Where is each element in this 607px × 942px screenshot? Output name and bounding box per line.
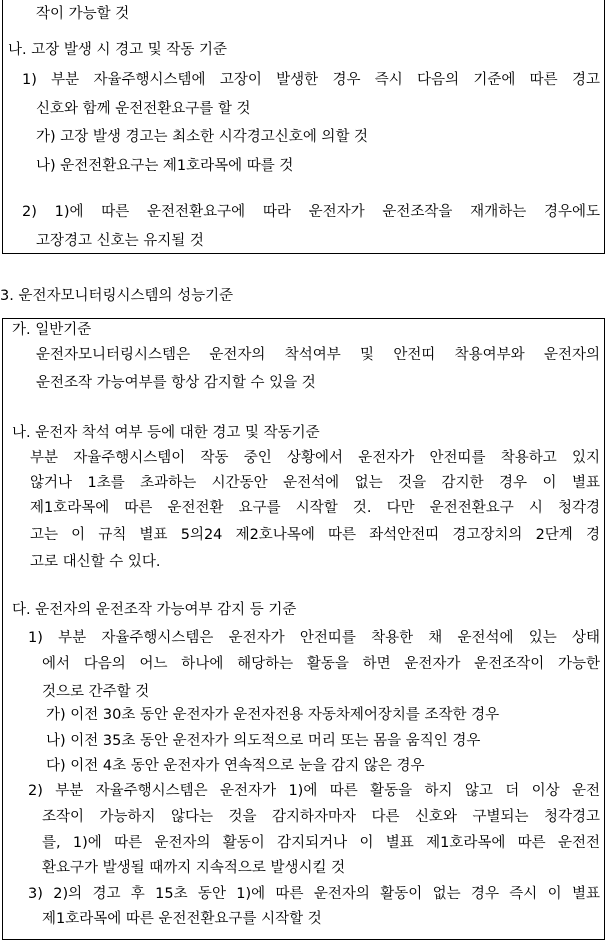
fault-item2-line2: 고장경고 신호는 유지될 것 <box>36 233 204 249</box>
detection-item3-line2: 제1호라목에 따른 운전전환요구를 시작할 것 <box>42 911 322 927</box>
general-heading: 가. 일반기준 <box>12 322 92 338</box>
seating-line2: 않거나 1초를 초과하는 시간동안 운전석에 없는 것을 감지한 경우 이 별표 <box>30 475 600 491</box>
detection-item1-sub-na: 나) 이전 35초 동안 운전자가 의도적으로 머리 또는 몸을 움직인 경우 <box>46 733 481 749</box>
detection-item1-line1: 1) 부분 자율주행시스템은 운전자가 안전띠를 착용한 채 운전석에 있는 상태 <box>28 630 600 646</box>
detection-item1-sub-da: 다) 이전 4초 동안 운전자가 연속적으로 눈을 감지 않은 경우 <box>46 758 425 774</box>
fault-item1-line2: 신호와 함께 운전전환요구를 할 것 <box>36 101 251 117</box>
seating-line4: 고는 이 규칙 별표 5의24 제2호나목에 따른 좌석안전띠 경고장치의 2단계 경 <box>30 527 600 543</box>
detection-item2-line1: 2) 부분 자율주행시스템은 운전자가 1)에 따른 활동을 하지 않고 더 이상 운전 <box>28 783 600 799</box>
fault-item1-line1: 1) 부분 자율주행시스템에 고장이 발생한 경우 즉시 다음의 기준에 따른 경고 <box>22 72 600 88</box>
detection-item1-line3: 것으로 간주할 것 <box>42 684 150 700</box>
general-line2: 운전조작 가능여부를 항상 감지할 수 있을 것 <box>36 375 316 391</box>
continued-text: 작이 가능할 것 <box>36 6 130 22</box>
detection-item2-line4: 환요구가 발생될 때까지 지속적으로 발생시킬 것 <box>42 860 346 876</box>
fault-warning-heading: 나. 고장 발생 시 경고 및 작동 기준 <box>8 42 227 58</box>
detection-item1-line2: 에서 다음의 어느 하나에 해당하는 활동을 하면 운전자가 운전조작이 가능한 <box>42 656 600 672</box>
detection-item2-line2: 조작이 가능하지 않다는 것을 감지하자마자 다른 신호와 구별되는 청각경고 <box>42 809 600 825</box>
section3-title: 3. 운전자모니터링시스템의 성능기준 <box>0 288 234 304</box>
seating-heading: 나. 운전자 착석 여부 등에 대한 경고 및 작동기준 <box>12 425 320 441</box>
fault-item1-sub-na: 나) 운전전환요구는 제1호라목에 따를 것 <box>36 158 294 174</box>
fault-item2-line1: 2) 1)에 따른 운전전환요구에 따라 운전자가 운전조작을 재개하는 경우에도 <box>22 204 600 220</box>
detection-item1-sub-ga: 가) 이전 30초 동안 운전자가 운전자전용 자동차제어장치를 조작한 경우 <box>46 707 500 723</box>
detection-item2-line3: 를, 1)에 따른 운전자의 활동이 감지되거나 이 별표 제1호라목에 따른 운전전 <box>42 835 600 851</box>
general-line1: 운전자모니터링시스템은 운전자의 착석여부 및 안전띠 착용여부와 운전자의 <box>36 347 600 363</box>
seating-line3: 제1호라목에 따른 운전전환 요구를 시작할 것. 다만 운전전환요구 시 청각경 <box>30 500 600 516</box>
fault-item1-sub-ga: 가) 고장 발생 경고는 최소한 시각경고신호에 의할 것 <box>36 129 369 145</box>
detection-item3-line1: 3) 2)의 경고 후 15초 동안 1)에 따른 운전자의 활동이 없는 경우 즉시 이 별표 <box>28 886 600 902</box>
detection-heading: 다. 운전자의 운전조작 가능여부 감지 등 기준 <box>12 602 297 618</box>
seating-line1: 부분 자율주행시스템이 작동 중인 상황에서 운전자가 안전띠를 착용하고 있지 <box>30 450 600 466</box>
seating-line5: 고로 대신할 수 있다. <box>30 554 161 570</box>
